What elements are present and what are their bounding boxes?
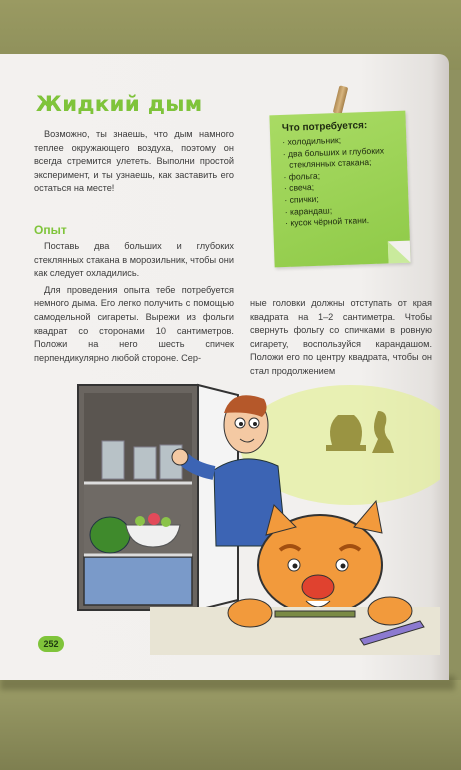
fridge-drawer (84, 557, 192, 605)
requirements-title: Что потребуется: (281, 120, 368, 134)
experiment-heading: Опыт (34, 223, 67, 237)
boy-fridge-cat-illustration (60, 375, 440, 655)
watermelon-icon (90, 517, 130, 553)
list-item: · фольга; (281, 168, 399, 184)
fruit-icon (148, 513, 160, 525)
list-item: · кусок чёрной ткани. (283, 214, 401, 230)
cat-nose (302, 575, 334, 599)
requirements-sticky-note (269, 111, 410, 268)
fruit-icon (135, 516, 145, 526)
list-item: · карандаш; (283, 202, 401, 218)
experiment-paragraph-1: Поставь два больших и глубоких стеклянных стакана в морозильник, чтобы они как следует охладились. (34, 241, 234, 279)
page-title: Жидкий дым (36, 92, 203, 116)
background-surface-bottom (0, 680, 461, 770)
cat-paw (368, 597, 412, 625)
experiment-text-left (34, 240, 234, 368)
list-item: · свеча; (282, 179, 400, 195)
list-item: · холодильник; (280, 133, 398, 149)
experiment-text-right: ные головки должны отступать от края квадрата на 1–2 сантиметра. Чтобы свернуть фольгу со спичками в ровную сигарету, воспользуйся карандашом. Положи его по центру квадрата, чтобы он стал продолжением (250, 298, 432, 376)
matches-icon (275, 611, 355, 617)
list-item: · два больших и глубоких стеклянных стакана; (281, 145, 400, 172)
glass-icon (102, 441, 124, 479)
page-number: 252 (38, 636, 64, 652)
requirements-list (280, 133, 401, 230)
note-corner-fold (388, 241, 411, 264)
boy-hand (172, 449, 188, 465)
intro-paragraph: Возможно, ты знаешь, что дым намного теплее окружающего воздуха, поэтому он всегда стремится улететь. Выполни простой эксперимент, и ты узнаешь, как заставить его остаться на месте! (34, 129, 234, 194)
list-item: · спички; (282, 191, 400, 207)
cat-ear (354, 501, 382, 533)
cat-paw (228, 599, 272, 627)
glass-icon (134, 447, 156, 479)
fruit-icon (161, 517, 171, 527)
experiment-paragraph-2: Для проведения опыта тебе потребуется немного дыма. Его легко получить с помощью самодельной сигареты. Вырежи из фольги квадрат со сторонами 10 сантиметров. Положи на него шесть спичек перпендикулярно любой стороне. Сер- (34, 284, 234, 363)
